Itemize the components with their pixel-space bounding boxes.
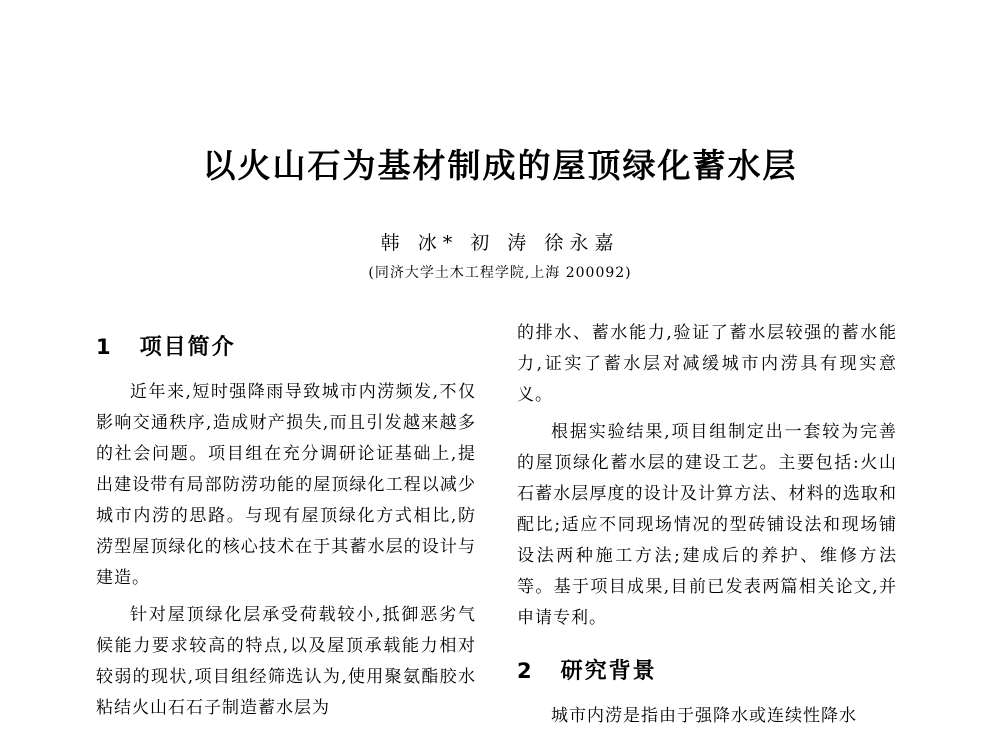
body-paragraph-continued: 的排水、蓄水能力,验证了蓄水层较强的蓄水能力,证实了蓄水层对减缓城市内涝具有现实意义。 [517,323,897,405]
section-title: 研究背景 [560,659,657,684]
right-column [517,318,897,738]
author-affiliation: (同济大学土木工程学院,上海 200092) [368,265,632,281]
body-paragraph: 近年来,短时强降雨导致城市内涝频发,不仅影响交通秩序,造成财产损失,而且引发越来越多的社会问题。项目组在充分调研论证基础上,提出建设带有局部防涝功能的屋顶绿化工程以减少城市内涝的思路。与现有屋顶绿化方式相比,防涝型屋顶绿化的核心技术在于其蓄水层的设计与建造。 [96,382,476,588]
body-paragraph: 针对屋顶绿化层承受荷载较小,抵御恶劣气候能力要求较高的特点,以及屋顶承载能力相对较弱的现状,项目组经筛选认为,使用聚氨酯胶水粘结火山石石子制造蓄水层为 [96,605,476,718]
section-title: 项目简介 [139,335,236,360]
section-heading-2 [517,654,897,685]
left-column [96,330,476,730]
author-list: 韩 冰* 初 涛 徐永嘉 [380,232,620,254]
section-number: 1 [96,335,113,359]
section-spacer [517,640,897,654]
section-number: 2 [517,659,534,683]
body-paragraph: 根据实验结果,项目组制定出一套较为完善的屋顶绿化蓄水层的建设工艺。主要包括:火山石蓄水层厚度的设计及计算方法、材料的选取和配比;适应不同现场情况的型砖铺设法和现场铺设法两种施工方法;建成后的养护、维修方法等。基于项目成果,目前已发表两篇相关论文,并申请专利。 [517,422,897,628]
paper-title: 以火山石为基材制成的屋顶绿化蓄水层 [202,146,798,185]
section-heading-1 [96,330,476,361]
body-paragraph: 城市内涝是指由于强降水或连续性降水 [551,706,857,726]
